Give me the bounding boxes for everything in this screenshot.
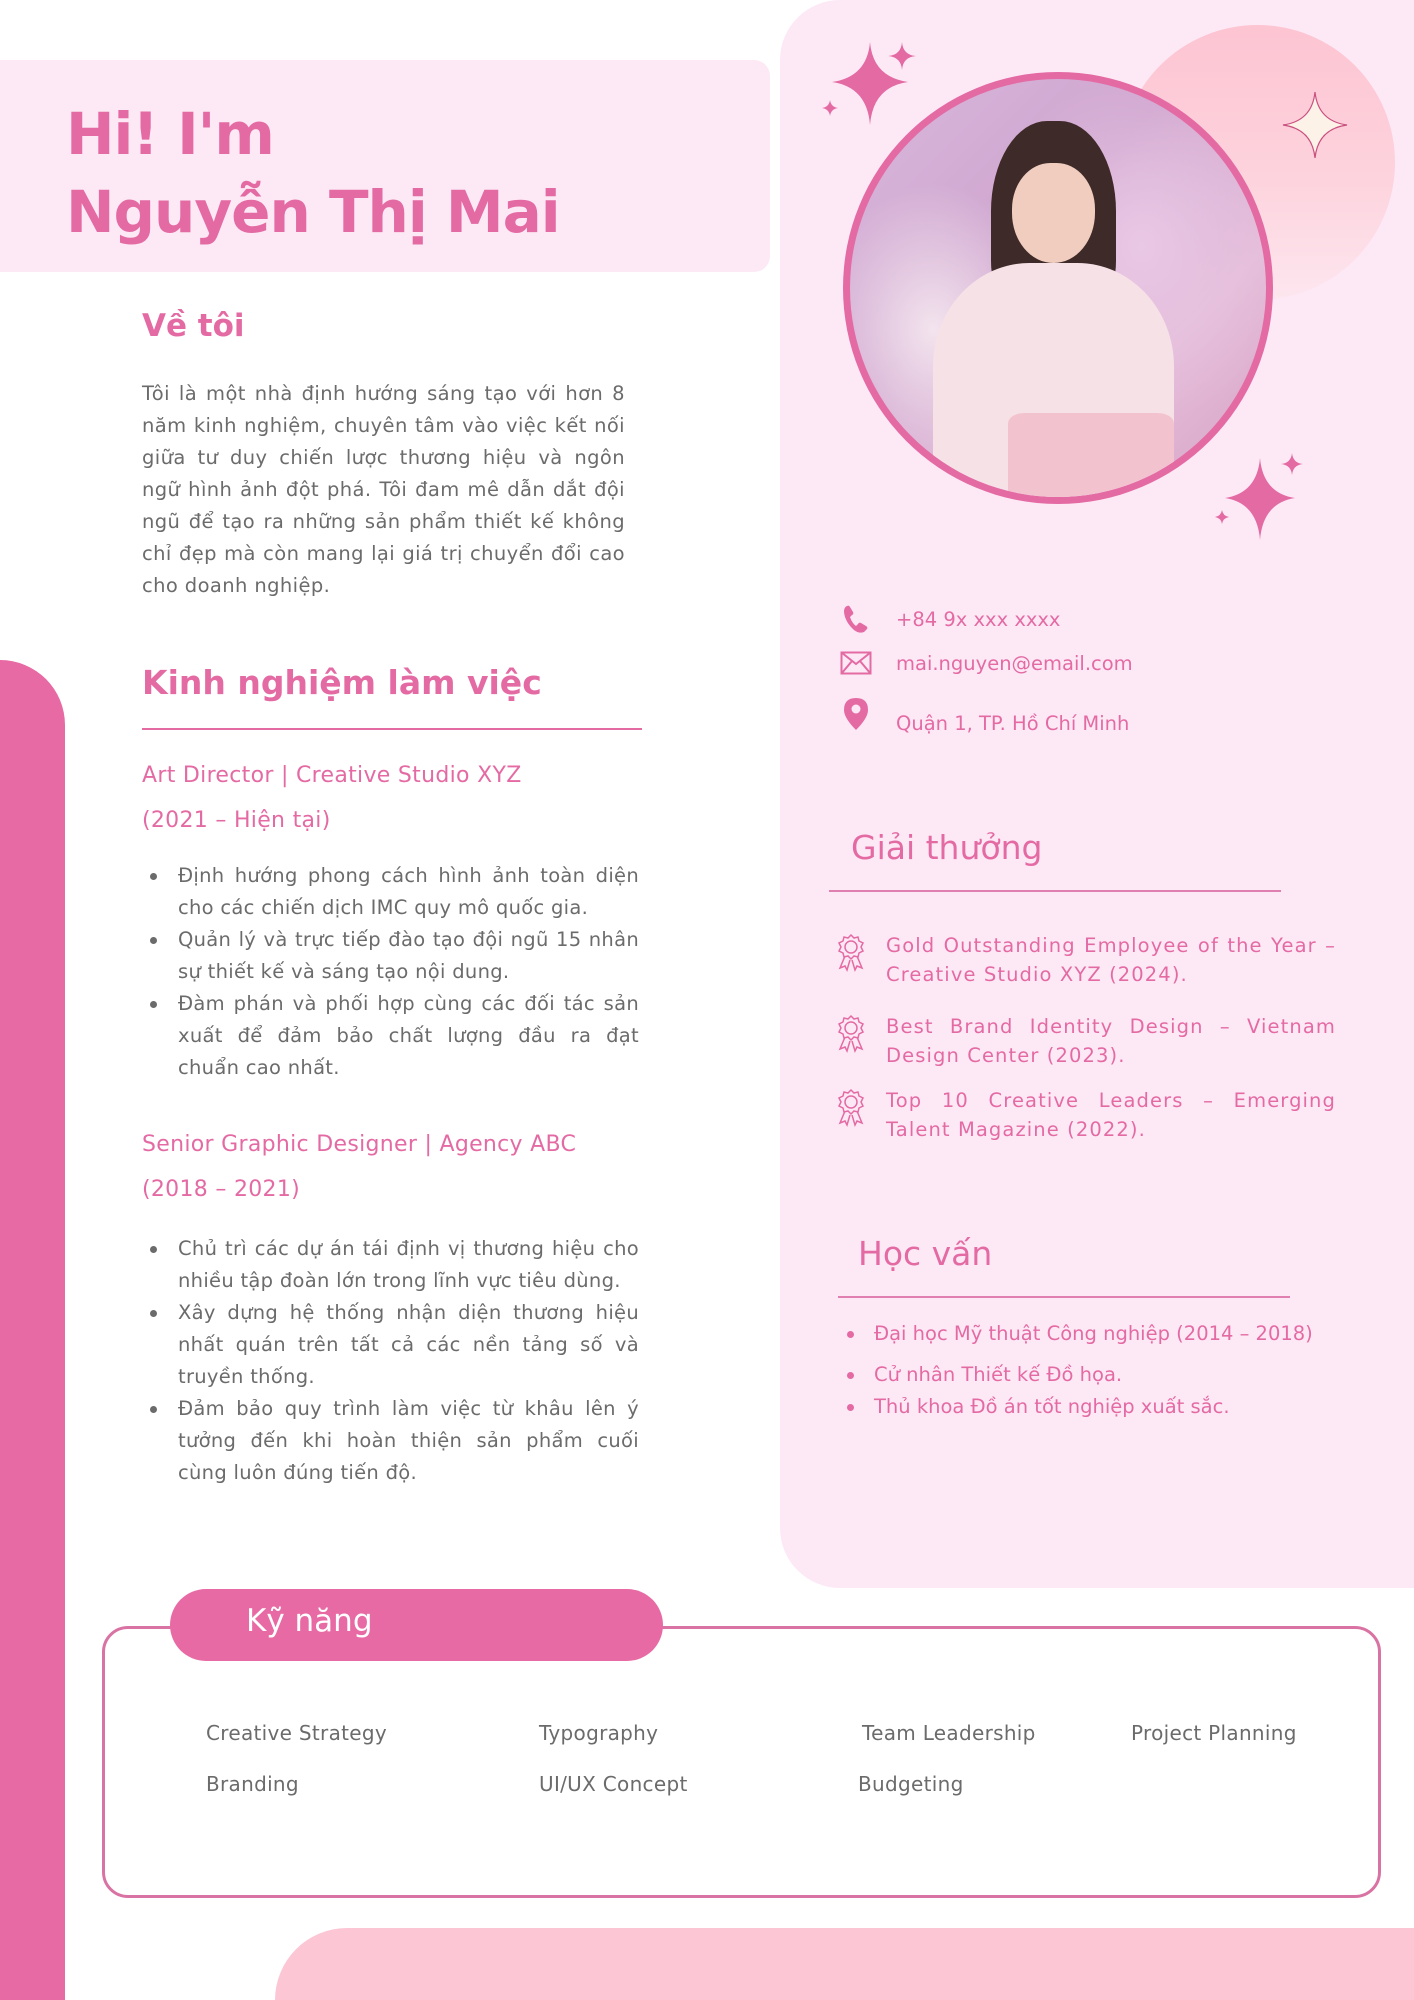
job-bullets (142, 1233, 639, 1489)
job-title: Art Director | Creative Studio XYZ (142, 763, 522, 788)
skill-item: UI/UX Concept (539, 1772, 688, 1796)
award-item (836, 1086, 1336, 1144)
awards-divider (829, 890, 1281, 892)
skill-item: Typography (539, 1721, 659, 1745)
skill-item: Budgeting (858, 1772, 964, 1796)
phone-number: +84 9x xxx xxxx (896, 607, 1061, 631)
sparkle-icon (1210, 448, 1310, 548)
education-item: Thủ khoa Đồ án tốt nghiệp xuất sắc. (845, 1391, 1313, 1423)
education-heading: Học vấn (858, 1234, 993, 1273)
award-text: Top 10 Creative Leaders – Emerging Talent Magazine (2022). (886, 1089, 1336, 1141)
education-item: Đại học Mỹ thuật Công nghiệp (2014 – 2018) (845, 1318, 1313, 1350)
job-bullet: Đảm bảo quy trình làm việc từ khâu lên ý tưởng đến khi hoàn thiện sản phẩm cuối cùng luôn đúng tiến độ. (142, 1393, 639, 1489)
address: Quận 1, TP. Hồ Chí Minh (896, 712, 1130, 735)
profile-photo (850, 79, 1266, 497)
job-period: (2018 – 2021) (142, 1177, 301, 1202)
job-bullet: Đàm phán và phối hợp cùng các đối tác sản xuất để đảm bảo chất lượng đầu ra đạt chuẩn cao nhất. (142, 988, 639, 1084)
education-divider (838, 1296, 1290, 1298)
job-bullet: Chủ trì các dự án tái định vị thương hiệu cho nhiều tập đoàn lớn trong lĩnh vực tiêu dùng. (142, 1233, 639, 1297)
education-list (845, 1318, 1313, 1423)
email-address: mai.nguyen@email.com (896, 651, 1133, 675)
left-accent-strip (0, 660, 65, 2000)
experience-divider (142, 728, 642, 730)
job-bullet: Xây dựng hệ thống nhận diện thương hiệu nhất quán trên tất cả các nền tảng số và truyền thống. (142, 1297, 639, 1393)
job-bullets (142, 860, 639, 1084)
skills-heading: Kỹ năng (246, 1603, 373, 1639)
sparkle-icon (820, 30, 930, 140)
greeting: Hi! I'm (66, 100, 274, 168)
skills-heading-pill (170, 1589, 663, 1661)
skill-item: Creative Strategy (206, 1721, 387, 1745)
job-period: (2021 – Hiện tại) (142, 808, 331, 833)
award-ribbon-icon (836, 1088, 866, 1128)
awards-heading: Giải thưởng (851, 828, 1043, 867)
award-text: Best Brand Identity Design – Vietnam Design Center (2023). (886, 1015, 1336, 1067)
sparkle-icon (1280, 90, 1350, 160)
phone-icon (838, 603, 874, 635)
education-item: Cử nhân Thiết kế Đồ họa. (845, 1359, 1313, 1391)
envelope-icon (838, 647, 874, 679)
about-text: Tôi là một nhà định hướng sáng tạo với hơn 8 năm kinh nghiệm, chuyên tâm vào việc kết nối giữa tư duy chiến lược thương hiệu và ngôn ngữ hình ảnh đột phá. Tôi đam mê dẫn dắt đội ngũ để tạo ra những sản phẩm thiết kế không chỉ đẹp mà còn mang lại giá trị chuyển đổi cao cho doanh nghiệp. (142, 382, 625, 597)
skill-item: Team Leadership (862, 1721, 1036, 1745)
skill-item: Branding (206, 1772, 299, 1796)
job-bullet: Quản lý và trực tiếp đào tạo đội ngũ 15 nhân sự thiết kế và sáng tạo nội dung. (142, 924, 639, 988)
bottom-decorative-blob (275, 1928, 1414, 2000)
about-heading: Về tôi (142, 308, 245, 344)
award-ribbon-icon (836, 933, 866, 973)
hero-title (66, 95, 560, 251)
award-item (836, 931, 1336, 989)
job-title: Senior Graphic Designer | Agency ABC (142, 1132, 577, 1157)
skills-box (102, 1626, 1381, 1898)
skill-item: Project Planning (1131, 1721, 1297, 1745)
map-pin-icon (838, 698, 874, 730)
contact-phone[interactable] (838, 603, 1060, 635)
award-item (836, 1012, 1336, 1070)
experience-heading: Kinh nghiệm làm việc (142, 663, 542, 702)
contact-email[interactable] (838, 647, 1133, 679)
full-name: Nguyễn Thị Mai (66, 178, 560, 246)
job-bullet: Định hướng phong cách hình ảnh toàn diện cho các chiến dịch IMC quy mô quốc gia. (142, 860, 639, 924)
award-ribbon-icon (836, 1014, 866, 1054)
contact-address (838, 702, 1129, 735)
award-text: Gold Outstanding Employee of the Year – Creative Studio XYZ (2024). (886, 934, 1336, 986)
